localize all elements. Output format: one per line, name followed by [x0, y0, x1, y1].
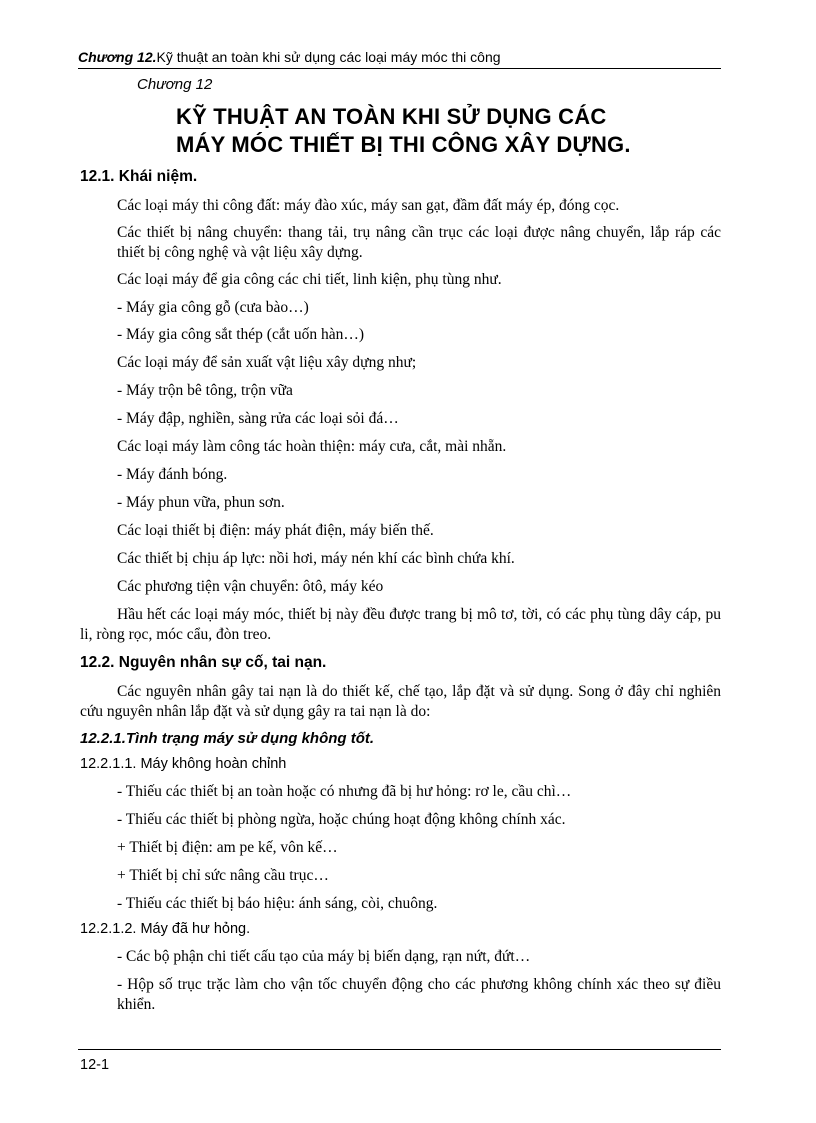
paragraph: Các loại máy thi công đất: máy đào xúc, máy san gạt, đầm đất máy ép, đóng cọc. — [117, 197, 620, 214]
paragraph: Các loại máy để gia công các chi tiết, linh kiện, phụ tùng như. — [117, 271, 502, 288]
list-item: - Máy gia công sắt thép (cắt uốn hàn…) — [117, 326, 365, 343]
subsection-heading-12-2-1-2: 12.2.1.2. Máy đã hư hỏng. — [80, 921, 251, 937]
list-item: - Máy trộn bê tông, trộn vữa — [117, 382, 293, 399]
subsection-heading-12-2-1-1: 12.2.1.1. Máy không hoàn chỉnh — [80, 756, 287, 772]
list-item: - Thiếu các thiết bị an toàn hoặc có nhưng đã bị hư hỏng: rơ le, cầu chì… — [117, 783, 572, 800]
header-text: Kỹ thuật an toàn khi sử dụng các loại máy móc thi công — [156, 49, 501, 65]
list-item: - Máy gia công gỗ (cưa bào…) — [117, 299, 309, 316]
list-item: - Hộp số trục trặc làm cho vận tốc chuyển động cho các phương không chính xác theo sự điều khiển. — [117, 976, 721, 1013]
list-item: + Thiết bị điện: am pe kế, vôn kế… — [117, 839, 338, 856]
title-line-2: MÁY MÓC THIẾT BỊ THI CÔNG XÂY DỰNG. — [176, 132, 631, 157]
list-item: - Thiếu các thiết bị phòng ngừa, hoặc chúng hoạt động không chính xác. — [117, 811, 566, 828]
footer-divider — [78, 1049, 721, 1050]
chapter-title — [176, 103, 736, 159]
paragraph: Các nguyên nhân gây tai nạn là do thiết kế, chế tạo, lắp đặt và sử dụng. Song ở đây chỉ nghiên cứu nguyên nhân lắp đặt và sử dụng gây ra tai nạn là do: — [80, 683, 721, 720]
subsection-heading-12-2-1: 12.2.1.Tình trạng máy sử dụng không tốt. — [80, 730, 375, 747]
list-item: + Thiết bị chỉ sức nâng cầu trục… — [117, 867, 329, 884]
paragraph: Các loại máy làm công tác hoàn thiện: máy cưa, cắt, mài nhẵn. — [117, 438, 507, 455]
list-item: - Máy đập, nghiền, sàng rửa các loại sỏi đá… — [117, 410, 399, 427]
section-heading-12-2: 12.2. Nguyên nhân sự cố, tai nạn. — [80, 654, 327, 671]
list-item: - Máy đánh bóng. — [117, 466, 228, 483]
paragraph: Các loại thiết bị điện: máy phát điện, máy biến thế. — [117, 522, 434, 539]
page-number: 12-1 — [80, 1057, 110, 1073]
paragraph: Các phương tiện vận chuyển: ôtô, máy kéo — [117, 578, 384, 595]
paragraph: Hầu hết các loại máy móc, thiết bị này đều được trang bị mô tơ, tời, có các phụ tùng dây cáp, pu li, ròng rọc, móc cẩu, đòn treo. — [80, 606, 721, 643]
paragraph: Các loại máy để sản xuất vật liệu xây dựng như; — [117, 354, 417, 371]
header-chapter: Chương 12. — [78, 49, 157, 65]
list-item: - Thiếu các thiết bị báo hiệu: ánh sáng, còi, chuông. — [117, 895, 438, 912]
list-item: - Máy phun vữa, phun sơn. — [117, 494, 285, 511]
title-line-1: KỸ THUẬT AN TOÀN KHI SỬ DỤNG CÁC — [176, 104, 607, 129]
section-heading-12-1: 12.1. Khái niệm. — [80, 168, 198, 185]
paragraph: Các thiết bị chịu áp lực: nồi hơi, máy nén khí các bình chứa khí. — [117, 550, 515, 567]
chapter-label: Chương 12 — [137, 76, 213, 93]
running-header — [78, 48, 721, 69]
list-item: - Các bộ phận chi tiết cấu tạo của máy bị biến dạng, rạn nứt, đứt… — [117, 948, 531, 965]
paragraph: Các thiết bị nâng chuyển: thang tải, trụ nâng cần trục các loại được nâng chuyển, lắp ráp các thiết bị công nghệ và vật liệu xây dựng. — [117, 224, 721, 261]
